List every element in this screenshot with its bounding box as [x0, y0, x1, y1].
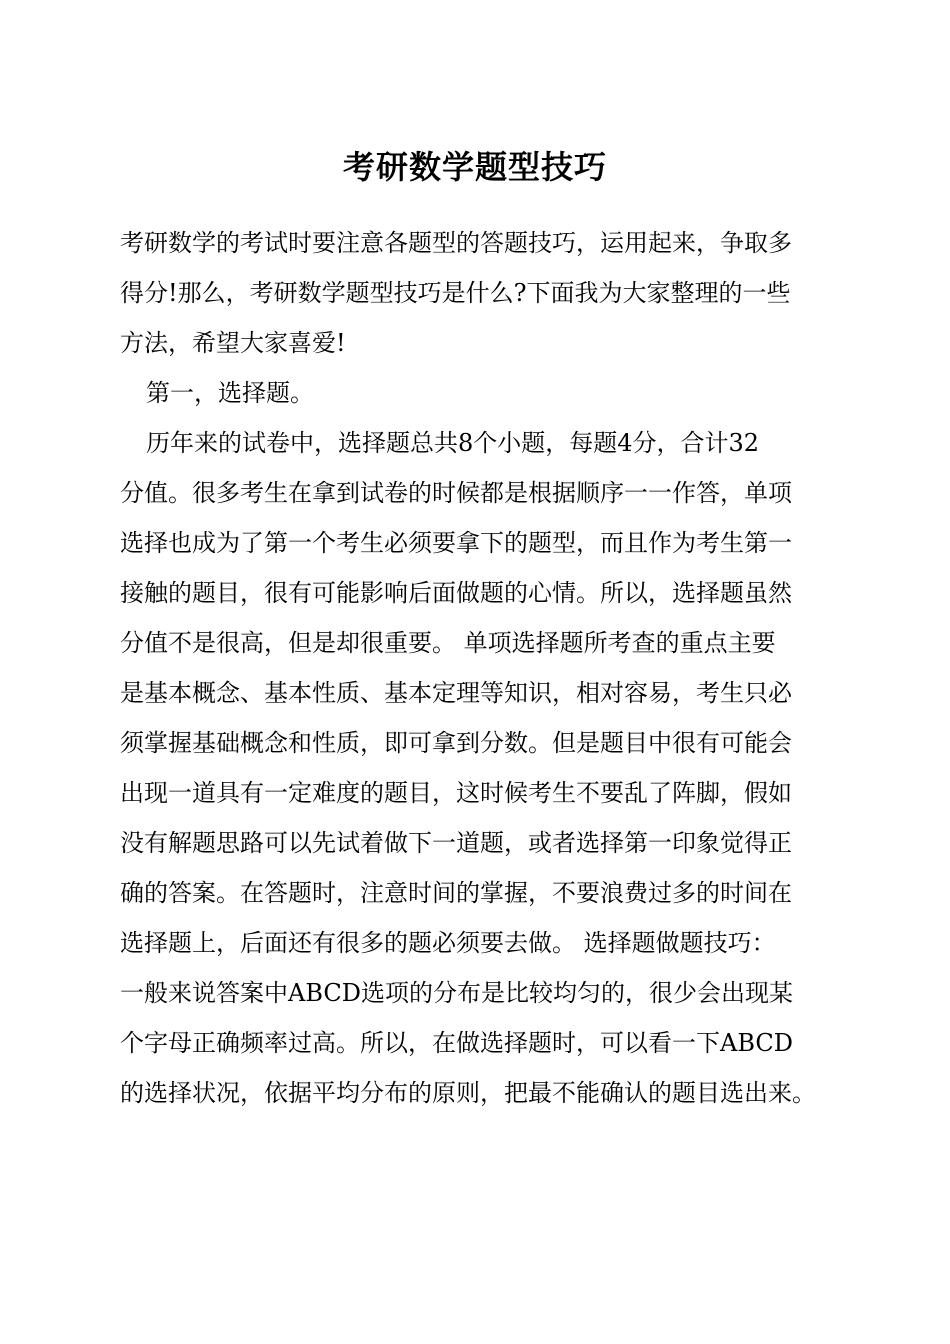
paragraph-line: 确的答案。在答题时，注意时间的掌握，不要浪费过多的时间在 [120, 879, 792, 907]
paragraph-line: 出现一道具有一定难度的题目，这时候考生不要乱了阵脚，假如 [120, 779, 792, 807]
paragraph-line: 一般来说答案中ABCD选项的分布是比较均匀的，很少会出现某 [120, 979, 794, 1007]
paragraph-line: 个字母正确频率过高。所以，在做选择题时，可以看一下ABCD [120, 1029, 794, 1057]
paragraph-line: 考研数学的考试时要注意各题型的答题技巧，运用起来，争取多 [120, 229, 792, 257]
paragraph-line: 方法，希望大家喜爱! [120, 329, 346, 357]
paragraph-line: 选择也成为了第一个考生必须要拿下的题型，而且作为考生第一 [120, 529, 792, 557]
paragraph-line: 得分!那么，考研数学题型技巧是什么?下面我为大家整理的一些 [120, 279, 791, 307]
paragraph-line: 选择题上，后面还有很多的题必须要去做。 选择题做题技巧： [120, 929, 776, 957]
paragraph-line: 分值。很多考生在拿到试卷的时候都是根据顺序一一作答，单项 [120, 479, 792, 507]
paragraph-line: 是基本概念、基本性质、基本定理等知识，相对容易，考生只必 [120, 679, 792, 707]
paragraph-line: 没有解题思路可以先试着做下一道题，或者选择第一印象觉得正 [120, 829, 792, 857]
section-heading: 第一，选择题。 [146, 379, 314, 407]
paragraph-line: 的选择状况，依据平均分布的原则，把最不能确认的题目选出来。 [120, 1079, 816, 1107]
paragraph-line: 接触的题目，很有可能影响后面做题的心情。所以，选择题虽然 [120, 579, 792, 607]
document-title: 考研数学题型技巧 [342, 148, 607, 186]
paragraph-line: 分值不是很高，但是却很重要。 单项选择题所考查的重点主要 [120, 629, 776, 657]
paragraph-line: 历年来的试卷中，选择题总共8个小题，每题4分，合计32 [146, 429, 760, 457]
paragraph-line: 须掌握基础概念和性质，即可拿到分数。但是题目中很有可能会 [120, 729, 792, 757]
